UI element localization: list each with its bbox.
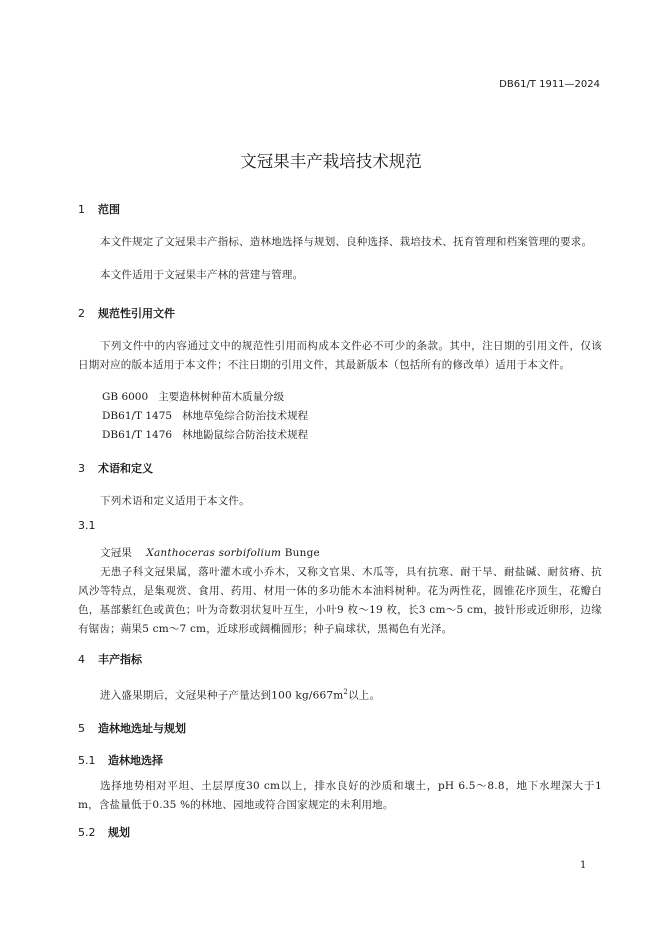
subsection-5-1-paragraph: 选择地势相对平坦、土层厚度30 cm以上，排水良好的沙质和壤土，pH 6.5～8.8，地下水埋深大于1 m，含盐量低于0.35 %的林地、园地或符合国家规定的未利用地。 xyxy=(78,780,602,811)
yield-text-end: 以上。 xyxy=(348,689,381,702)
section-2-heading xyxy=(78,305,175,321)
section-number: 1 xyxy=(78,203,85,216)
yield-text: 进入盛果期后，文冠果种子产量达到100 kg/667m xyxy=(100,689,344,702)
section-number: 3 xyxy=(78,462,85,475)
term-latin: Xanthoceras sorbifolium xyxy=(146,547,282,559)
subsection-title: 规划 xyxy=(108,826,130,839)
section-number: 4 xyxy=(78,653,85,666)
reference-code: DB61/T 1476 xyxy=(102,429,173,441)
term-author: Bunge xyxy=(284,547,320,559)
subsection-number: 5.1 xyxy=(78,754,96,767)
section-title: 规范性引用文件 xyxy=(98,307,175,320)
section-3-paragraph-1: 下列术语和定义适用于本文件。 xyxy=(100,495,250,507)
section-title: 造林地选址与规划 xyxy=(98,722,186,735)
term-line xyxy=(78,544,602,563)
reference-item xyxy=(102,407,308,426)
section-1-heading xyxy=(78,201,120,217)
section-2-paragraph-1: 下列文件中的内容通过文中的规范性引用而构成本文件必不可少的条款。其中，注日期的引用文件，仅该日期对应的版本适用于本文件；不注日期的引用文件，其最新版本（包括所有的修改单）适用于本文件。 xyxy=(78,340,602,371)
section-4-paragraph-1 xyxy=(78,683,602,706)
document-number: DB61/T 1911—2024 xyxy=(499,79,600,90)
page-number: 1 xyxy=(580,860,587,871)
section-title: 术语和定义 xyxy=(98,462,153,475)
section-number: 5 xyxy=(78,722,85,735)
subsection-3-1-number xyxy=(78,519,96,532)
reference-name: 林地鼢鼠综合防治技术规程 xyxy=(182,429,309,441)
reference-code: GB 6000 xyxy=(102,391,149,403)
subsection-5-1-heading xyxy=(78,752,163,768)
section-1-paragraph-2: 本文件适用于文冠果丰产林的营建与管理。 xyxy=(100,269,304,281)
reference-item xyxy=(102,388,284,407)
reference-code: DB61/T 1475 xyxy=(102,410,173,422)
section-1-paragraph-1: 本文件规定了文冠果丰产指标、造林地选择与规划、良种选择、栽培技术、抚育管理和档案管理的要求。 xyxy=(100,236,593,248)
reference-item xyxy=(102,426,308,445)
term-chinese: 文冠果 xyxy=(100,547,133,559)
section-3-heading xyxy=(78,460,153,476)
section-5-heading xyxy=(78,720,186,736)
superscript: 2 xyxy=(343,688,349,696)
subsection-number: 3.1 xyxy=(78,519,96,532)
reference-name: 主要造林树种苗木质量分级 xyxy=(158,391,285,403)
page-title: 文冠果丰产栽培技术规范 xyxy=(240,152,422,171)
term-definition: 无患子科文冠果属，落叶灌木或小乔木，又称文官果、木瓜等，具有抗寒、耐干旱、耐盐碱、耐贫瘠、抗风沙等特点，是集观赏、食用、药用、材用一体的多功能木本油料树种。花为两性花，圆锥花序顶生，花瓣白色，基部紫红色或黄色；叶为奇数羽状复叶互生，小叶9 枚～19 枚，长3 cm～5 cm，披针形或近卵形，边缘有锯齿；蒴果5 cm～7 cm，近球形或阔椭圆形；种子扁球状，黑褐色有光泽。 xyxy=(78,566,602,635)
section-title: 丰产指标 xyxy=(98,653,142,666)
subsection-number: 5.2 xyxy=(78,826,96,839)
section-4-heading xyxy=(78,651,142,667)
subsection-title: 造林地选择 xyxy=(108,754,163,767)
subsection-5-2-heading xyxy=(78,824,130,840)
section-title: 范围 xyxy=(98,203,120,216)
reference-name: 林地草兔综合防治技术规程 xyxy=(182,410,309,422)
section-number: 2 xyxy=(78,307,85,320)
